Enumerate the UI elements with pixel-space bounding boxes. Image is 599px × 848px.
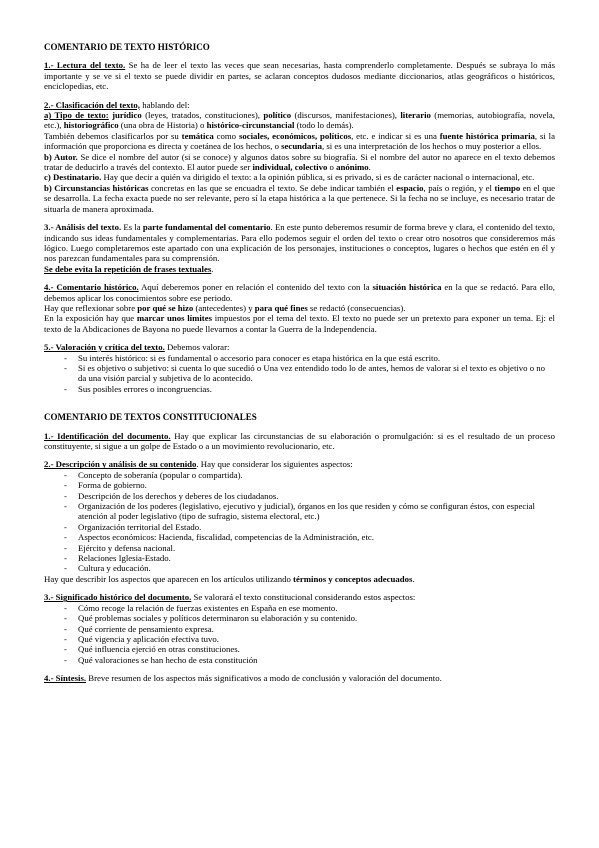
term: histórico-circunstancial (206, 120, 295, 131)
term: para qué fines (254, 302, 308, 313)
text: o (327, 162, 337, 173)
text: Es la (121, 222, 143, 233)
label: b) Autor. (44, 151, 78, 162)
section-lectura (44, 60, 555, 91)
text: (antecedentes) y (193, 302, 255, 313)
section-title: 3.- Significado histórico del documento. (44, 592, 192, 603)
term: literario (400, 110, 431, 121)
text: (leyes, tratados, constituciones), (141, 110, 264, 121)
heading-constitucionales: COMENTARIO DE TEXTOS CONSTITUCIONALES (44, 412, 257, 423)
section-title: 4.- Síntesis. (44, 673, 87, 684)
list-item: - Su interés histórico: si es fundamental o accesorio para conocer es etapa histórica en la que está escrito. (64, 353, 555, 363)
term: anónimo (336, 162, 369, 173)
text: en la que se redactó. Para ello, debemos aplicar los conocimientos sobre ese periodo. (44, 282, 555, 303)
section-text: Hay que explicar las circunstancias de su elaboración o promulgación: si es el resultado de un proceso constituyente, si sigue a un golpe de Estado o a un movimiento revolucionario, etc. (44, 430, 555, 451)
text: En la exposición hay que (44, 313, 137, 324)
paragraph-autor (44, 152, 555, 173)
list-item: - Forma de gobierno. (64, 480, 555, 490)
text: , si la información que proporciona es directa y coetánea de los hechos, o (44, 130, 555, 152)
list-item: - Concepto de soberanía (popular o compartida). (64, 470, 555, 480)
label: c) Destinatario. (44, 172, 102, 183)
list-item: - Sus posibles errores o incongruencias. (64, 384, 555, 394)
term: jurídico (108, 110, 142, 121)
term: situación histórica (372, 282, 442, 293)
label: a) Tipo de texto: (44, 110, 109, 121)
list (44, 603, 555, 665)
section-title: 1.- Identificación del documento. (44, 430, 171, 441)
heading-historico: COMENTARIO DE TEXTO HISTÓRICO (44, 42, 210, 52)
paragraph-destinatario (44, 172, 555, 182)
term: temática (181, 130, 214, 141)
text: También debemos clasificarlos por su (44, 130, 182, 141)
text: , etc. e indicar si es una (351, 130, 440, 141)
term: espacio (396, 182, 424, 193)
list-item: - Qué corriente de pensamiento expresa. (64, 624, 555, 634)
text: (memorias, autobiografía, novela, etc.), (44, 110, 555, 131)
text: (discursos, manifestaciones), (291, 110, 401, 121)
text: impuestos por el tema del texto. El texto no puede ser un pretexto para exponer un tema. Ej: el texto de la Abdicaciones de Bayona no puede llevarnos a contar la Guerra de la Independencia. (44, 313, 555, 334)
text: , país o región, y el (423, 182, 495, 193)
text: Hay que describir los aspectos que aparecen en los artículos utilizando (44, 573, 294, 584)
text: en el que se desarrolla. La fecha exacta puede no ser relevante, pero sí la etapa histórica a la que pertenece. Si la fecha no se incluye, es necesario tratar de situarla de manera aproximada. (44, 182, 555, 214)
text: se redactó (consecuencias). (307, 302, 406, 313)
text: . En este punto deberemos resumir de forma breve y clara, el contenido del texto, indicando sus ideas fundamentales y complementarias. Para ello podemos seguir el orden del texto o crear otro nosotros que consideremos más lógico. Luego completaremos este apartado con una explicación de los personajes, instituciones o conceptos, lugares o hechos que estén en él y nos parezcan fundamentales para su comprensión. (44, 222, 555, 264)
text: Hay que reflexionar sobre (44, 302, 138, 313)
paragraph-circunstancias (44, 183, 555, 214)
list-item: - Relaciones Iglesia-Estado. (64, 553, 555, 563)
list-item: - Aspectos económicos: Hacienda, fiscalidad, competencias de la Administración, etc. (64, 532, 555, 542)
list-item: - Qué problemas sociales y políticos determinaron su elaboración y su contenido. (64, 613, 555, 623)
text: Hay que decir a quién va dirigido el texto: a la opinión pública, si es privado, si es de carácter nacional o internacional, etc. (101, 172, 535, 183)
section-text: Se ha de leer el texto las veces que sean necesarias, hasta comprenderlo completamente. Después se subraya lo más importante y se ve si el texto se puede dividir en partes, se aclaran conceptos dudosos mediante diccionarios, atlas geográficos o históricos, enciclopedias, etc. (44, 60, 555, 92)
paragraph-tematica (44, 131, 555, 152)
section-title: 2.- Descripción y análisis de su contenido (44, 459, 197, 470)
section-title: 4.- Comentario histórico. (44, 282, 139, 293)
term: historiográfico (63, 120, 119, 131)
list-item: - Qué influencia ejerció en otras constituciones. (64, 644, 555, 654)
text: , si es una interpretación de los hechos o muy posterior a ellos. (321, 141, 542, 152)
section-title: 2.- Clasificación del texto, (44, 99, 140, 110)
text: (una obra de Historia) o (118, 120, 207, 131)
text: concretas en las que se encuadra el texto. Se debe indicar también el (148, 182, 397, 193)
warning-text: Se debe evita la repetición de frases textuales (44, 263, 212, 274)
text: Se valorará el texto constitucional considerando estos aspectos: (191, 592, 416, 603)
text: Se dice el nombre del autor (si se conoce) y algunos datos sobre su biografía. Si el nombre del autor no aparece en el texto debemos tratar de deducirlo a través del contexto. El autor puede ser (44, 151, 555, 173)
term: político (263, 110, 292, 121)
list-item: - Cultura y educación. (64, 563, 555, 573)
list-item: - Ejército y defensa nacional. (64, 543, 555, 553)
list-item: - Qué vigencia y aplicación efectiva tuvo. (64, 634, 555, 644)
section-significado (44, 592, 555, 665)
term: secundaria (281, 141, 322, 152)
section-title: 3.- Análisis del texto. (44, 222, 122, 233)
section-sintesis (44, 673, 555, 683)
term: por qué se hizo (137, 302, 194, 313)
list (44, 353, 555, 395)
text: . (412, 573, 415, 584)
section-identificacion (44, 431, 555, 452)
text: . (368, 162, 371, 173)
section-analisis (44, 222, 555, 274)
list-item: - Organización territorial del Estado. (64, 522, 555, 532)
list-item: - Si es objetivo o subjetivo: si cuenta lo que sucedió o Una vez entendido todo lo de antes, hemos de valorar si el texto es objetivo o no da una visión parcial y subjetiva de lo acontecido. (64, 363, 555, 384)
text: como (213, 130, 239, 141)
term: términos y conceptos adecuados (293, 573, 413, 584)
list (44, 470, 555, 574)
list-item: - Qué valoraciones se han hecho de esta constitución (64, 655, 555, 665)
section-descripcion (44, 459, 555, 584)
section-comentario (44, 282, 555, 334)
text: Debemos valorar: (164, 342, 230, 353)
section-text: hablando del: (140, 99, 190, 110)
section-valoracion (44, 342, 555, 394)
section-clasificacion (44, 100, 555, 214)
list-item: - Descripción de los derechos y deberes de los ciudadanos. (64, 491, 555, 501)
text: . Hay que considerar los siguientes aspectos: (196, 459, 353, 470)
term: individual, colectivo (252, 162, 328, 173)
label: b) Circunstancias históricas (44, 182, 149, 193)
section-title: 1.- Lectura del texto. (44, 60, 126, 71)
list-item: - Organización de los poderes (legislativo, ejecutivo y judicial), órganos en los que residen y cómo se configuran éstos, con especial atención al poder legislativo (tipo de sufragio, sistema electoral, etc.) (64, 501, 555, 522)
paragraph-tipo (44, 110, 555, 131)
term: tiempo (494, 182, 521, 193)
term: parte fundamental del comentario (142, 222, 271, 233)
list-item: - Cómo recoge la relación de fuerzas existentes en España en ese momento. (64, 603, 555, 613)
term: fuente histórica primaria (439, 130, 535, 141)
section-title: 5.- Valoración y crítica del texto. (44, 342, 165, 353)
section-text: Breve resumen de los aspectos más significativos a modo de conclusión y valoración del documento. (86, 673, 442, 684)
text: (todo lo demás). (294, 120, 354, 131)
term: sociales, económicos, políticos (238, 130, 352, 141)
text: Aquí deberemos poner en relación el contenido del texto con la (138, 282, 373, 293)
text: . (211, 263, 214, 274)
term: marcar unos límites (136, 313, 213, 324)
